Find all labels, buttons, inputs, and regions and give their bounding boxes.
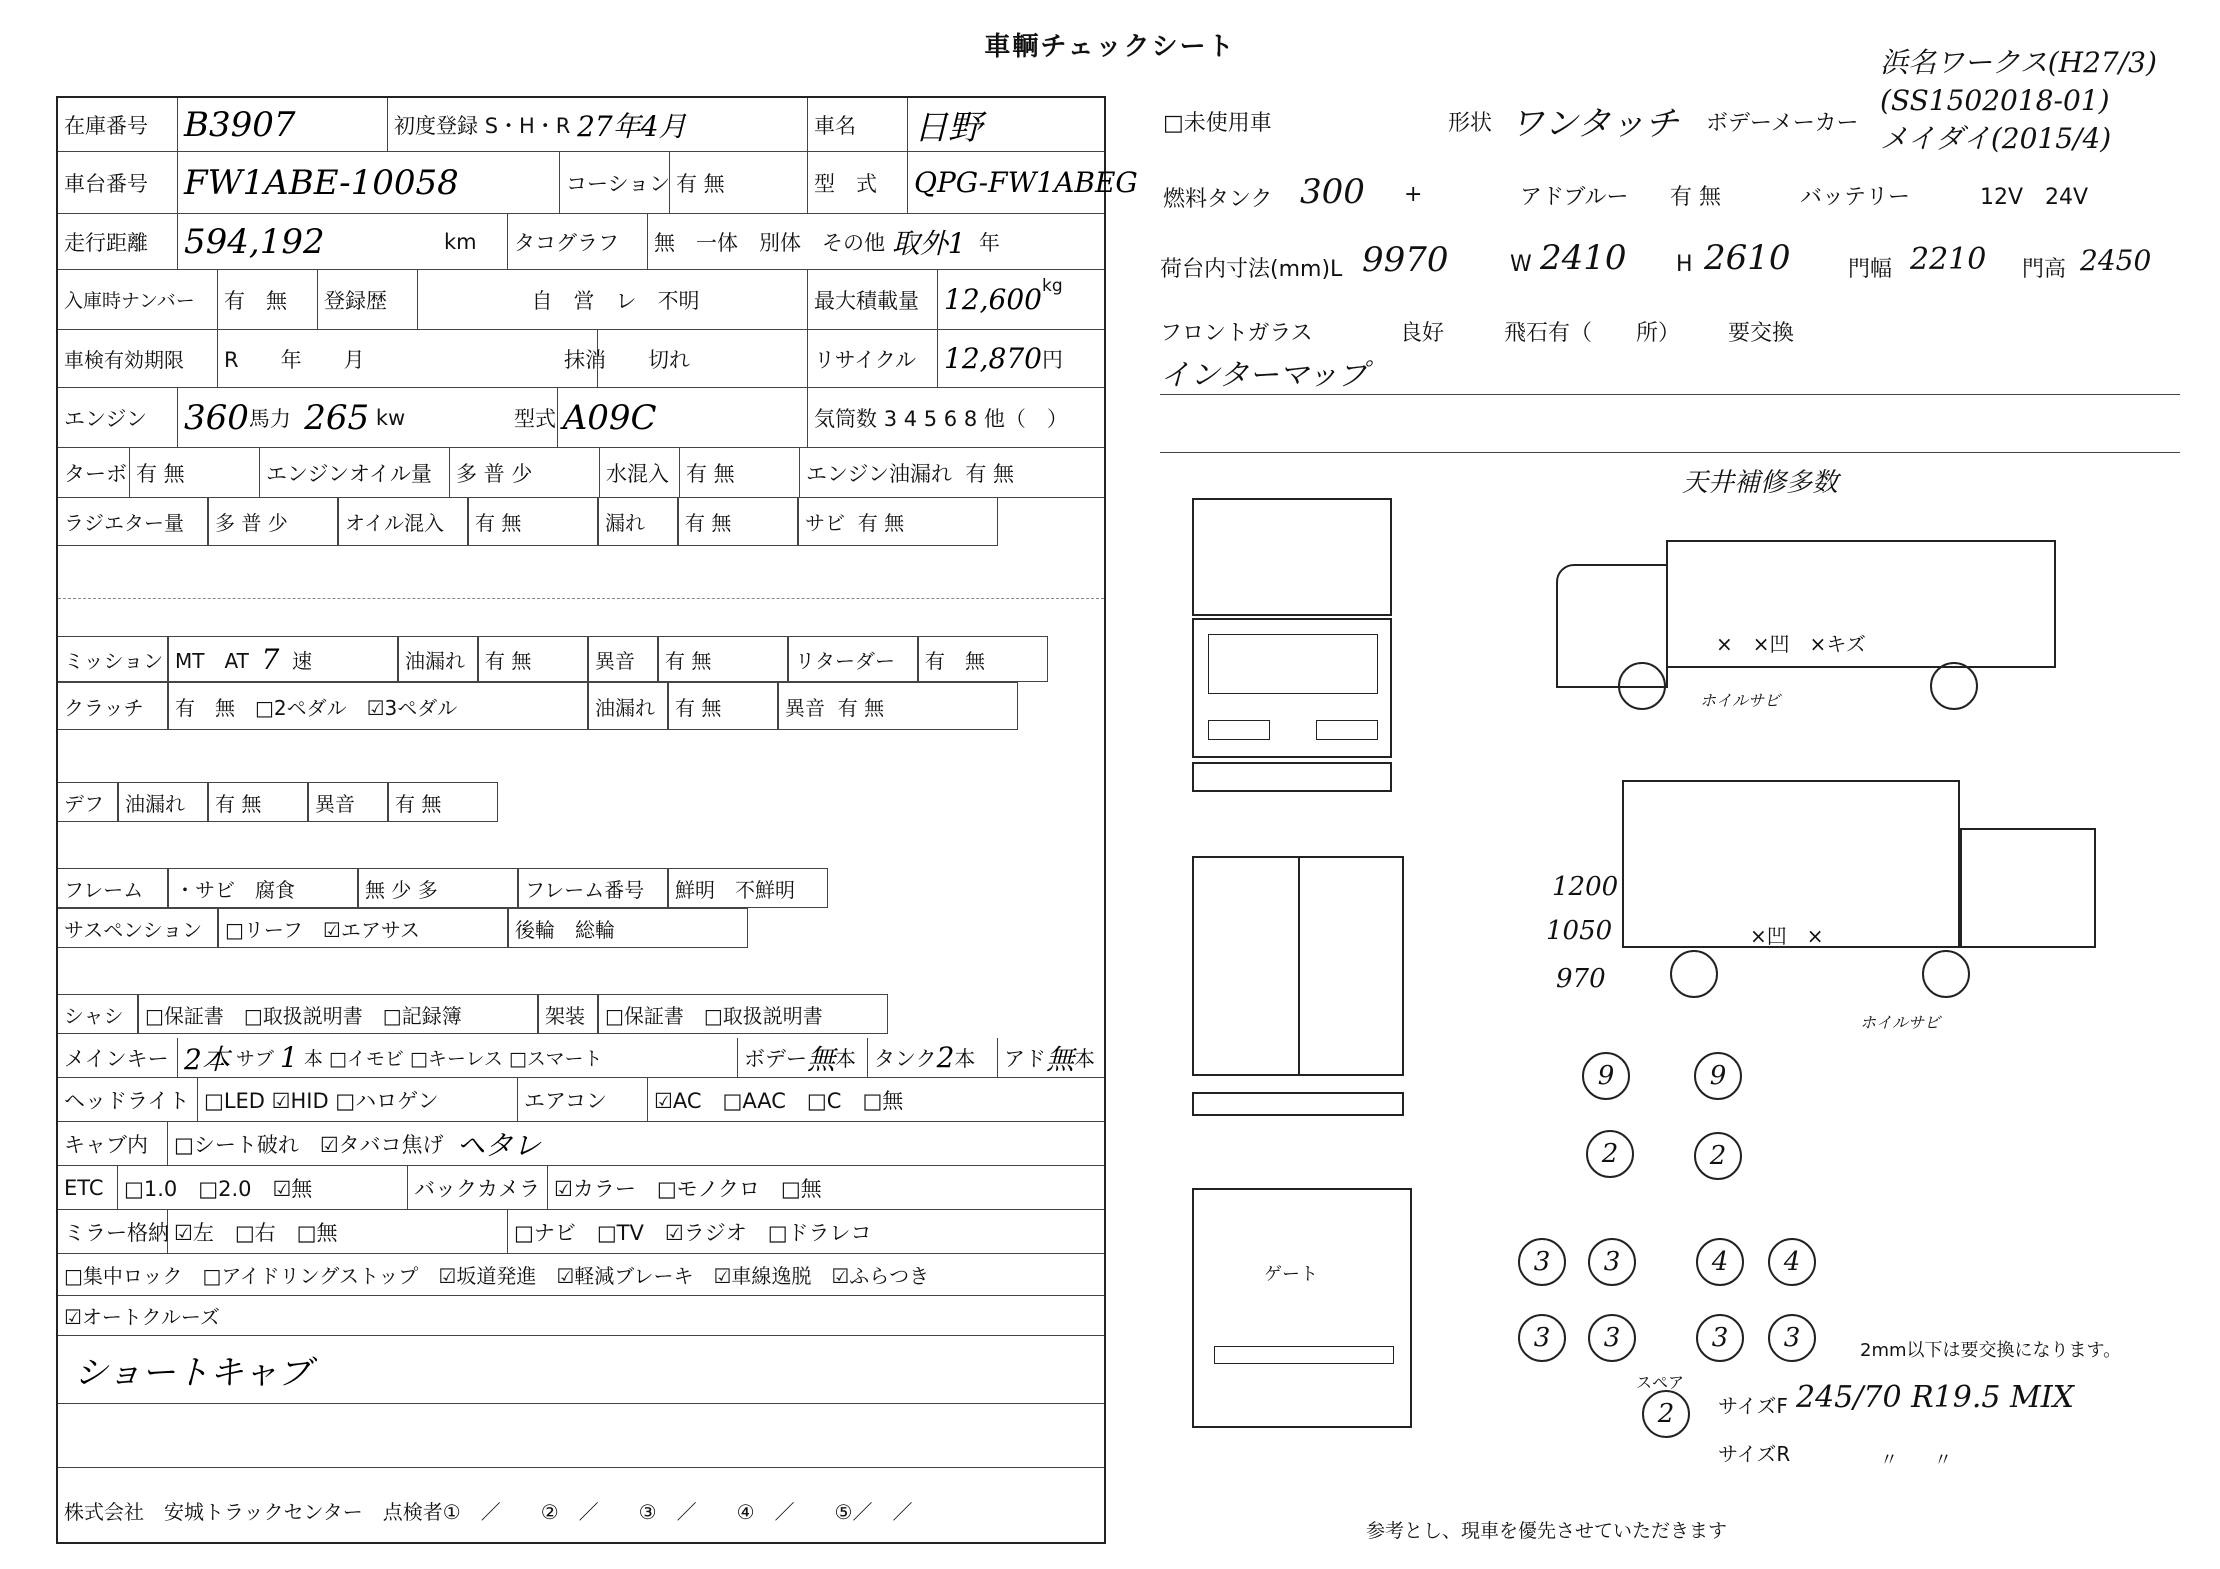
retarder-label: リターダー xyxy=(788,636,918,682)
frame-rust-label: ・サビ 腐食 xyxy=(168,868,358,908)
frame-number-label: フレーム番号 xyxy=(518,868,668,908)
truck-rear-view xyxy=(1192,856,1404,1076)
door-height-label: 門高 xyxy=(2022,257,2067,282)
max-load-label: 最大積載量 xyxy=(808,270,938,329)
fuel-label: 燃料タンク xyxy=(1163,187,1273,212)
engine-model[interactable]: 型式 A09C xyxy=(508,388,808,447)
reg-history-options[interactable]: 自 営 レ 不明 xyxy=(418,270,808,329)
tyre-spare: 2 xyxy=(1642,1390,1690,1438)
cargo-width: 2410 xyxy=(1540,238,1627,278)
clutch-options[interactable]: 有 無 □2ペダル ☑3ペダル xyxy=(168,682,588,730)
row-keys xyxy=(58,1038,1104,1078)
water-mix-label: 水混入 xyxy=(600,448,680,497)
tyre-rear-5: 3 xyxy=(1518,1314,1566,1362)
plate-label: 入庫時ナンバー xyxy=(58,270,218,329)
tyre-front-left-outer: 9 xyxy=(1582,1052,1630,1100)
leak-label: 漏れ xyxy=(598,498,678,546)
sheet-title: 車輌チェックシート xyxy=(984,32,1236,62)
row-stock xyxy=(58,98,1104,152)
clutch-leak-options[interactable]: 有 無 xyxy=(668,682,778,730)
tyre-rear-3: 4 xyxy=(1696,1238,1744,1286)
fuel-plus: + xyxy=(1404,182,1423,207)
inspection-date[interactable]: R 年 月 xyxy=(218,330,598,387)
size-rear-label: サイズR xyxy=(1718,1442,1791,1466)
row-cab xyxy=(58,1122,1104,1166)
door-width: 2210 xyxy=(1910,242,1987,277)
row-mirror xyxy=(58,1210,1104,1254)
truck-front-view xyxy=(1192,618,1392,758)
plate-options[interactable]: 有 無 xyxy=(218,270,318,329)
features-options-1[interactable]: □集中ロック □アイドリングストップ ☑坂道発進 ☑軽減ブレーキ ☑車線逸脱 ☑ふらつき xyxy=(64,1264,930,1288)
tyre-rear-7: 3 xyxy=(1696,1314,1744,1362)
model-label: 型 式 xyxy=(808,152,908,213)
turbo-label: ターボ xyxy=(58,448,130,497)
side-view-damage-marks: × ×凹 ×キズ xyxy=(1716,632,1866,656)
rear-door-split xyxy=(1298,858,1300,1074)
chassis-number[interactable]: FW1ABE-10058 xyxy=(178,152,560,213)
clutch-noise[interactable]: 異音 有 無 xyxy=(778,682,1018,730)
door-height: 2450 xyxy=(2080,244,2152,277)
adblue-options[interactable]: 有 無 xyxy=(1670,185,1721,210)
row-headlight xyxy=(58,1078,1104,1122)
row-turbo xyxy=(58,448,1104,498)
engine-leak[interactable]: エンジン油漏れ 有 無 xyxy=(806,461,1014,486)
size-front-value: 245/70 R19.5 MIX xyxy=(1796,1380,2074,1415)
cab-options[interactable]: □シート破れ ☑タバコ焦げ ヘタレ xyxy=(174,1128,541,1162)
clutch-leak-label: 油漏れ xyxy=(588,682,668,730)
frame-rust-options[interactable]: 無 少 多 xyxy=(358,868,518,908)
mission-leak-label: 油漏れ xyxy=(398,636,478,682)
shape-value: ワンタッチ xyxy=(1510,104,1679,144)
key-label: メインキー xyxy=(58,1038,178,1077)
truck-bumper xyxy=(1192,762,1392,792)
unused-checkbox[interactable]: □未使用車 xyxy=(1163,111,1272,136)
side-view-2-damage-marks: ×凹 × xyxy=(1750,924,1824,948)
height-1050: 1050 xyxy=(1546,916,1613,946)
car-name[interactable]: 日野 xyxy=(914,108,982,148)
rust-row[interactable]: サビ 有 無 xyxy=(798,498,998,546)
replace-label[interactable]: 要交換 xyxy=(1728,321,1795,346)
notes-blank-row[interactable] xyxy=(58,1404,1104,1468)
front-windshield xyxy=(1208,634,1378,694)
separator-line xyxy=(58,598,1104,599)
inspection-form xyxy=(56,96,1138,1544)
notes-value[interactable]: ショートキャブ xyxy=(74,1353,312,1393)
cab-label: キャブ内 xyxy=(58,1122,168,1165)
mission-options[interactable]: MT AT 7 速 xyxy=(168,636,398,682)
side-wheel-rust-note: ホイルサビ xyxy=(1700,691,1781,710)
recycle-label: リサイクル xyxy=(808,330,938,387)
leak-options[interactable]: 有 無 xyxy=(678,498,798,546)
reg-history-label: 登録歴 xyxy=(318,270,418,329)
diff-noise-label: 異音 xyxy=(308,782,388,822)
side-view-front-wheel xyxy=(1618,662,1666,710)
footer-disclaimer: 参考とし、現車を優先させていただきます xyxy=(1366,1520,1728,1542)
headlight-options[interactable]: □LED ☑HID □ハロゲン xyxy=(198,1078,518,1121)
turbo-options[interactable]: 有 無 xyxy=(130,448,260,497)
chip-label[interactable]: 飛石有（ 所） xyxy=(1504,321,1681,346)
aircon-options[interactable]: ☑AC □AAC □C □無 xyxy=(654,1088,904,1113)
tyre-rear-2: 3 xyxy=(1588,1238,1636,1286)
etc-label: ETC xyxy=(58,1166,118,1209)
gate-diagram xyxy=(1192,1188,1412,1428)
row-features-2 xyxy=(58,1296,1104,1336)
cargo-length: 9970 xyxy=(1362,240,1449,280)
front-light-right xyxy=(1316,720,1378,740)
body-docs-label: 架装 xyxy=(538,994,598,1034)
stock-label: 在庫番号 xyxy=(58,98,178,151)
tyre-replace-note: 2mm以下は要交換になります。 xyxy=(1860,1340,2122,1361)
inspection-options[interactable]: 抹消 切れ xyxy=(558,330,808,387)
cylinders[interactable]: 気筒数 3 4 5 6 8 他（ ） xyxy=(814,406,1068,431)
mirror-label: ミラー格納 xyxy=(58,1210,168,1253)
diff-leak-label: 油漏れ xyxy=(118,782,208,822)
height-1200: 1200 xyxy=(1552,872,1619,902)
tyre-front-right: 2 xyxy=(1694,1132,1742,1180)
backcam-label: バックカメラ xyxy=(408,1166,548,1209)
body-key[interactable]: ボデー 無 本 xyxy=(738,1038,868,1077)
tacho-label: タコグラフ xyxy=(508,214,648,269)
battery-label: バッテリー xyxy=(1800,185,1911,210)
row-inspection xyxy=(58,330,1104,388)
engine-label: エンジン xyxy=(58,388,178,447)
key-values[interactable]: 2本 サブ 1 本 □イモビ □キーレス □スマート xyxy=(178,1038,738,1077)
row-chassis xyxy=(58,152,1138,214)
tyre-rear-4: 4 xyxy=(1768,1238,1816,1286)
radiator-options[interactable]: 多 普 少 xyxy=(208,498,338,546)
tyre-rear-8: 3 xyxy=(1768,1314,1816,1362)
cargo-height: 2610 xyxy=(1704,238,1791,278)
oil-level-label: エンジンオイル量 xyxy=(260,448,450,497)
audio-options[interactable]: □ナビ □TV ☑ラジオ □ドラレコ xyxy=(514,1220,872,1245)
max-load-value[interactable]: 12,600 kg xyxy=(944,276,1063,316)
front-light-left xyxy=(1208,720,1270,740)
remark-line-1 xyxy=(1160,394,2180,395)
adblue-label: アドブルー xyxy=(1520,185,1629,210)
car-name-label: 車名 xyxy=(808,98,908,151)
mirror-options[interactable]: ☑左 □右 □無 xyxy=(168,1210,508,1253)
clutch-label: クラッチ xyxy=(58,682,168,730)
remark-line-2 xyxy=(1160,452,2180,453)
fuel-value: 300 xyxy=(1300,172,1365,212)
spare-label: スペア xyxy=(1636,1373,1685,1392)
row-features-1 xyxy=(58,1254,1104,1296)
tyre-rear-6: 3 xyxy=(1588,1314,1636,1362)
mileage-label: 走行距離 xyxy=(58,214,178,269)
oil-mix-options[interactable]: 有 無 xyxy=(468,498,598,546)
stock-number[interactable]: B3907 xyxy=(178,98,388,151)
cargo-width-label: W xyxy=(1510,252,1532,277)
remark-value: インターマップ xyxy=(1160,358,1368,393)
etc-options[interactable]: □1.0 □2.0 ☑無 xyxy=(118,1166,408,1209)
retarder-options[interactable]: 有 無 xyxy=(918,636,1048,682)
rear-bumper xyxy=(1192,1092,1404,1116)
aircon-label: エアコン xyxy=(518,1078,648,1121)
windshield-options[interactable]: 良好 xyxy=(1400,321,1445,346)
windshield-label: フロントガラス xyxy=(1160,321,1313,346)
mileage-value[interactable]: 594,192 km xyxy=(178,214,508,269)
row-etc xyxy=(58,1166,1104,1210)
size-front-label: サイズF xyxy=(1718,1394,1788,1418)
diff-leak-options[interactable]: 有 無 xyxy=(208,782,308,822)
first-registration[interactable]: 初度登録 S・H・R 27年4月 xyxy=(388,98,808,151)
engine-output[interactable]: 360 馬力 265 kw xyxy=(178,388,558,447)
mission-noise-options[interactable]: 有 無 xyxy=(658,636,788,682)
notes-row xyxy=(58,1336,1104,1404)
frame-number-options[interactable]: 鮮明 不鮮明 xyxy=(668,868,828,908)
water-mix-options[interactable]: 有 無 xyxy=(680,448,800,497)
side-view-2-cab xyxy=(1960,828,2096,948)
ceiling-repair-note: 天井補修多数 xyxy=(1682,468,1839,498)
side-view-rear-wheel xyxy=(1930,662,1978,710)
mission-noise-label: 異音 xyxy=(588,636,658,682)
gate-plate xyxy=(1214,1346,1394,1364)
mission-leak-options[interactable]: 有 無 xyxy=(478,636,588,682)
model-value[interactable]: QPG-FW1ABEG xyxy=(914,166,1138,199)
tacho-options[interactable]: 無 一体 別体 その他 取外1 年 xyxy=(654,226,1000,260)
recycle-value[interactable]: 12,870 円 xyxy=(944,342,1063,375)
door-width-label: 門幅 xyxy=(1848,257,1893,282)
row-radiator xyxy=(58,498,1104,546)
shape-label: 形状 xyxy=(1448,111,1493,136)
axle-options[interactable]: 後輪 総輪 xyxy=(508,908,748,948)
body-docs-options[interactable]: □保証書 □取扱説明書 xyxy=(598,994,888,1034)
cargo-dims-label: 荷台内寸法(mm)L xyxy=(1160,257,1343,282)
chassis-docs-label: シャシ xyxy=(58,994,138,1034)
body-maker-label: ボデーメーカー xyxy=(1706,111,1859,136)
adblue-key[interactable]: アド 無 本 xyxy=(1004,1042,1096,1076)
gate-label: ゲート xyxy=(1264,1264,1318,1285)
oil-level-options[interactable]: 多 普 少 xyxy=(450,448,600,497)
chassis-label: 車台番号 xyxy=(58,152,178,213)
tyre-front-right-outer: 9 xyxy=(1694,1052,1742,1100)
suspension-options[interactable]: □リーフ ☑エアサス xyxy=(218,908,508,948)
backcam-options[interactable]: ☑カラー □モノクロ □無 xyxy=(554,1176,822,1201)
row-plate xyxy=(58,270,1104,330)
inspection-label: 車検有効期限 xyxy=(58,330,218,387)
diff-label: デフ xyxy=(58,782,118,822)
body-maker-note: 浜名ワークス(H27/3) (SS1502018-01) メイダイ(2015/4) xyxy=(1880,46,2157,155)
side-view-2-front-wheel xyxy=(1922,950,1970,998)
battery-options[interactable]: 12V 24V xyxy=(1980,185,2089,210)
tyre-front-left: 2 xyxy=(1586,1130,1634,1178)
cargo-height-label: H xyxy=(1676,252,1693,277)
features-options-2[interactable]: ☑オートクルーズ xyxy=(64,1305,220,1329)
chassis-docs-options[interactable]: □保証書 □取扱説明書 □記録簿 xyxy=(138,994,538,1034)
row-engine xyxy=(58,388,1104,448)
row-mileage xyxy=(58,214,1104,270)
coating-options[interactable]: 有 無 xyxy=(670,152,808,213)
radiator-label: ラジエター量 xyxy=(58,498,208,546)
coating-label: コーション xyxy=(560,152,670,213)
truck-top-view xyxy=(1192,498,1392,616)
frame-label: フレーム xyxy=(58,868,168,908)
mission-label: ミッション xyxy=(58,636,168,682)
side-view-2-rear-wheel xyxy=(1670,950,1718,998)
side-view-2-wheel-note: ホイルサビ xyxy=(1860,1013,1941,1032)
size-rear-value: 〃 〃 xyxy=(1880,1450,1952,1471)
headlight-label: ヘッドライト xyxy=(58,1078,198,1121)
tyre-rear-1: 3 xyxy=(1518,1238,1566,1286)
height-970: 970 xyxy=(1556,964,1606,994)
tank-key[interactable]: タンク 2 本 xyxy=(868,1038,998,1077)
diff-noise-options[interactable]: 有 無 xyxy=(388,782,498,822)
oil-mix-label: オイル混入 xyxy=(338,498,468,546)
suspension-label: サスペンション xyxy=(58,908,218,948)
company-inspector-line: 株式会社 安城トラックセンター 点検者① ／ ② ／ ③ ／ ④ ／ ⑤／ ／ xyxy=(64,1499,913,1524)
